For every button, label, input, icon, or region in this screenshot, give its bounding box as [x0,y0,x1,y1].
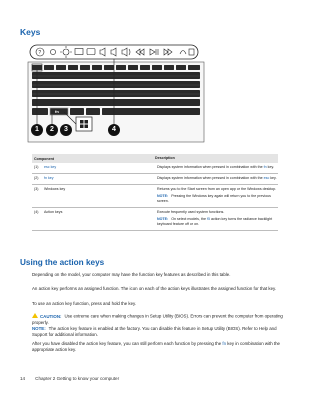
row-component: fn key [44,176,54,180]
keys-table [32,154,278,231]
fn-key-label: fn [55,109,59,114]
key-f2 [56,65,66,70]
chapter-title: Chapter 2 Getting to know your computer [35,376,120,381]
inline-key: f5 [206,217,210,221]
paragraph: After you have disabled the action key feature, you can still perform each function by pressing the fn key in combination with the appropriate action key. [32,341,280,353]
table-row [32,163,278,174]
paragraph: Depending on the model, your computer may have the function key features as described in this table. [32,272,231,277]
row-component: Action keys [44,210,63,214]
shift-row [32,99,200,106]
header-component: Component [34,156,54,161]
key-f11 [164,65,174,70]
bottom-row-rest [102,108,200,115]
key-f7 [116,65,126,70]
callout-4: 4 [108,124,120,136]
inline-key: esc [263,176,270,180]
row-number: (3) [34,187,39,191]
key-alt [86,108,100,115]
key-esc [32,65,42,70]
key-f3 [68,65,78,70]
inline-key: fn [263,165,267,169]
key-f4 [80,65,90,70]
row-number: (4) [34,210,39,214]
key-f5 [92,65,102,70]
caution-note: CAUTION: Use extreme care when making changes in Setup Utility (BIOS). Errors can prevent the computer from operating properly. [32,313,283,325]
key-f8 [128,65,138,70]
row-description: Returns you to the Start screen from an open app or the Windows desktop. NOTE: Pressing the Windows key again will return you to the previous screen. [157,187,277,203]
section-heading-using-action-keys: Using the action keys [20,258,105,267]
row-number: (1) [34,165,39,169]
table-row [32,174,278,185]
key-f9 [140,65,150,70]
number-row [32,72,200,79]
table-row [32,208,278,231]
svg-text:?: ? [38,49,42,56]
row-note: NOTE: On select models, the f5 action key turns the radiance backlight keyboard feature off or on. [157,217,273,226]
key-windows [70,108,84,115]
info-note: NOTE: The action key feature is enabled at the factory. You can disable this feature in Setup Utility (BIOS). Refer to Help and Support for additional information. [32,326,277,338]
windows-key-zoom [76,117,92,131]
callout-3: 3 [60,124,72,136]
qwerty-row [32,81,200,88]
paragraph: To use an action key function, press and hold the key. [32,301,137,306]
row-description: Execute frequently used system functions. NOTE: On select models, the f5 action key turns the radiance backlight keyboard feature off or on. [157,210,278,227]
caution-icon [32,313,38,318]
row-component: Windows key [44,187,66,191]
key-ctrl [32,108,48,115]
row-number: (2) [34,176,39,180]
page-number: 14 [20,376,26,381]
key-fn [50,108,68,115]
header-description: Description [155,156,175,160]
row-note: NOTE: Pressing the Windows key again will return you to the previous screen. [157,194,271,203]
key-f12 [176,65,186,70]
inline-key: fn [222,341,227,346]
paragraph: An action key performs an assigned function. The icon on each of the action keys illustrates the assigned function for that key. [32,286,277,291]
key-f6 [104,65,114,70]
section-heading-keys: Keys [20,27,41,37]
row-description: Displays system information when pressed in combination with the esc key. [157,176,277,180]
table-header [32,154,278,163]
keyboard-illustration [22,40,222,143]
row-description: Displays system information when pressed in combination with the fn key. [157,165,274,169]
page-footer [20,376,119,381]
table-row [32,185,278,208]
action-keys-callout-bubble [30,45,198,59]
callout-1: 1 [31,124,43,136]
row-component: esc key [44,165,57,169]
key-delete [188,65,200,70]
key-f10 [152,65,162,70]
key-f1 [44,65,54,70]
callout-2: 2 [46,124,58,136]
home-row [32,90,200,97]
